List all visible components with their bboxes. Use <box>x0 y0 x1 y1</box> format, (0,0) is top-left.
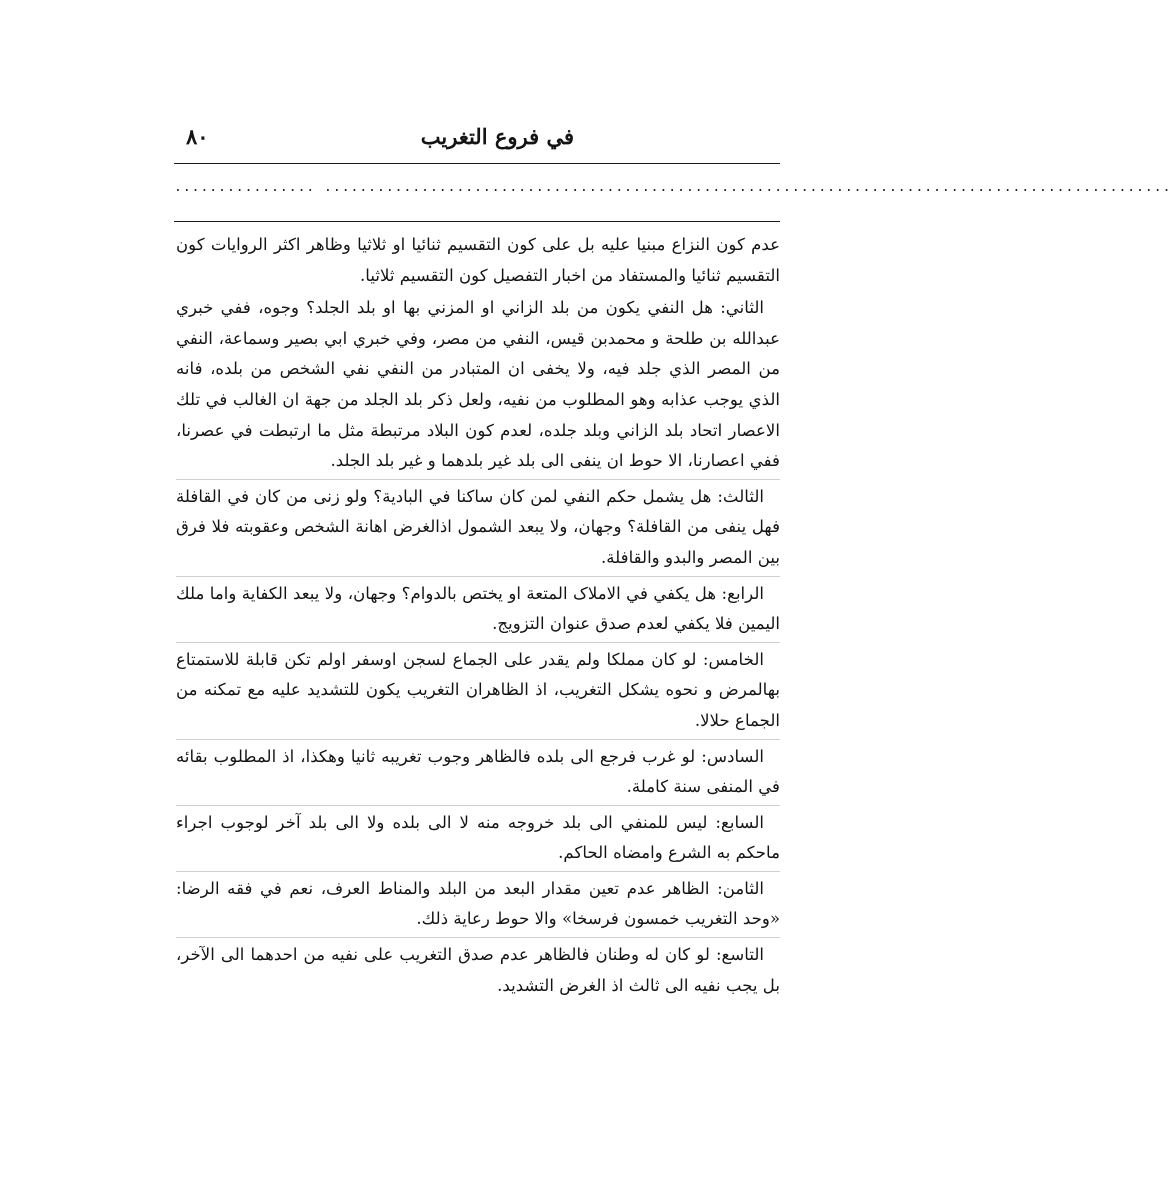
paragraph-third: الثالث: هل يشمل حكم النفي لمن كان ساكنا في البادية؟ ولو زنى من كان في القافلة فهل ينفى من القافلة؟ وجهان، ولا يبعد الشمول اذالغرض اهانة الشخص وعقوبته فلا فرق بين المصر والبدو والقافلة. <box>176 479 780 574</box>
paragraph-continuation: عدم كون النزاع مبنيا عليه بل على كون التقسيم ثنائيا او ثلاثيا وظاهر اكثر الروايات كون التقسيم ثنائيا والمستفاد من اخبار التفصيل كون التقسيم ثلاثيا. <box>176 235 780 285</box>
dotted-separator: ................ ................................................................................................ <box>174 180 1171 195</box>
paragraph-seventh: السابع: ليس للمنفي الى بلد خروجه منه لا الى بلده ولا الى بلد آخر لوجوب اجراء ماحكم به الشرع وامضاه الحاكم. <box>176 805 780 869</box>
paragraph-eighth: الثامن: الظاهر عدم تعين مقدار البعد من البلد والمناط العرف، نعم في فقه الرضا: «وحد التغريب خمسون فرسخا» والا حوط رعاية ذلك. <box>176 871 780 935</box>
running-header <box>176 122 782 158</box>
paragraph-ninth: التاسع: لو كان له وطنان فالظاهر عدم صدق التغريب على نفيه من احدهما الى الآخر، بل يجب نفيه الى ثالث اذ الغرض التشديد. <box>176 937 780 1001</box>
running-title: في فروع التغريب <box>420 124 574 149</box>
paragraph-second: الثاني: هل النفي يكون من بلد الزاني او المزني بها او بلد الجلد؟ وجوه، ففي خبري عبدالله بن طلحة و محمدبن قيس، النفي من مصر، وفي خبري ابي بصير وسماعة، النفي من المصر الذي جلد فيه، ولا يخفى ان المتبادر من النفي نفي الشخص من بلده، فانه الذي يوجب عذابه وهو المطلوب من نفيه، ولعل ذكر بلد الجلد من جهة ان الغالب في تلك الاعصار اتحاد بلد الزاني وبلد جلده، لعدم كون البلاد مرتبطة مثل ما ارتبطت في عصرنا، ففي اعصارنا، الا حوط ان ينفى الى بلد غير بلدهما و غير بلد الجلد. <box>176 298 780 471</box>
page-number: ٨٠ <box>186 124 209 149</box>
paragraph-sixth: السادس: لو غرب فرجع الى بلده فالظاهر وجوب تغريبه ثانيا وهكذا، اذ المطلوب بقائه في المنفى سنة كاملة. <box>176 739 780 803</box>
paragraph-fifth: الخامس: لو كان مملكا ولم يقدر على الجماع لسجن اوسفر اولم تكن قابلة للاستمتاع بهالمرض و نحوه يشكل التغريب، اذ الظاهران التغريب يكون للتشديد عليه مع تمكنه من الجماع حلالا. <box>176 642 780 737</box>
body-text <box>176 230 780 1003</box>
header-rule-top <box>174 163 780 164</box>
paragraph-fourth: الرابع: هل يكفي في الاملاک المتعة او يختص بالدوام؟ وجهان، ولا يبعد الكفاية واما ملك اليمين فلا يكفي لعدم صدق عنوان التزويج. <box>176 576 780 640</box>
header-rule-bottom <box>174 221 780 222</box>
